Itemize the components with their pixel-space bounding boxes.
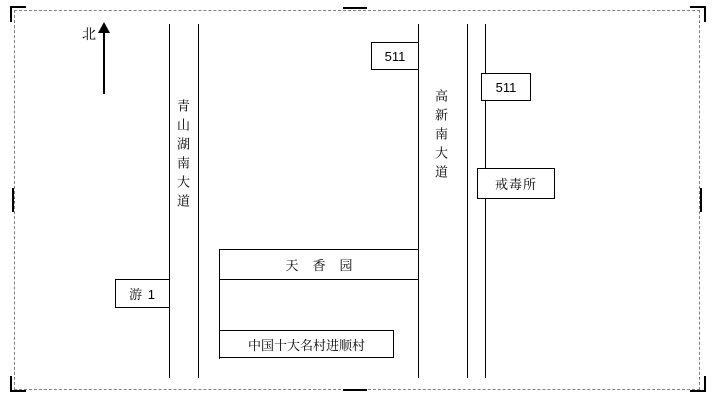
edge-mark-right bbox=[700, 188, 702, 212]
crop-mark-bottom-right bbox=[690, 376, 706, 392]
road-gaoxinnan-line-right bbox=[467, 24, 468, 378]
road-qingshanhu-line-left bbox=[169, 24, 170, 378]
crop-mark-top-right bbox=[690, 6, 706, 22]
edge-mark-left bbox=[12, 188, 14, 212]
crop-mark-top-left bbox=[10, 6, 26, 22]
area-band-tianxiangyuan: 天香园 bbox=[219, 249, 419, 280]
edge-mark-top bbox=[343, 7, 367, 9]
north-arrow-icon bbox=[103, 32, 105, 94]
edge-mark-bottom bbox=[343, 389, 367, 391]
north-label: 北 bbox=[82, 26, 96, 42]
road-label-qingshanhu: 青山湖南大道 bbox=[175, 99, 190, 213]
crop-mark-bottom-left bbox=[10, 376, 26, 392]
road-label-gaoxinnan: 高新南大道 bbox=[433, 88, 448, 184]
area-band-jinshuncun: 中国十大名村进顺村 bbox=[219, 330, 394, 358]
road-qingshanhu-line-right bbox=[198, 24, 199, 378]
road-gaoxinnan-line-left bbox=[418, 24, 419, 378]
marker-bus-511-right[interactable]: 511 bbox=[481, 73, 531, 101]
marker-bus-511-left[interactable]: 511 bbox=[371, 42, 419, 70]
marker-jiedusuo[interactable]: 戒毒所 bbox=[477, 168, 555, 199]
marker-you1[interactable]: 游 1 bbox=[115, 279, 170, 308]
